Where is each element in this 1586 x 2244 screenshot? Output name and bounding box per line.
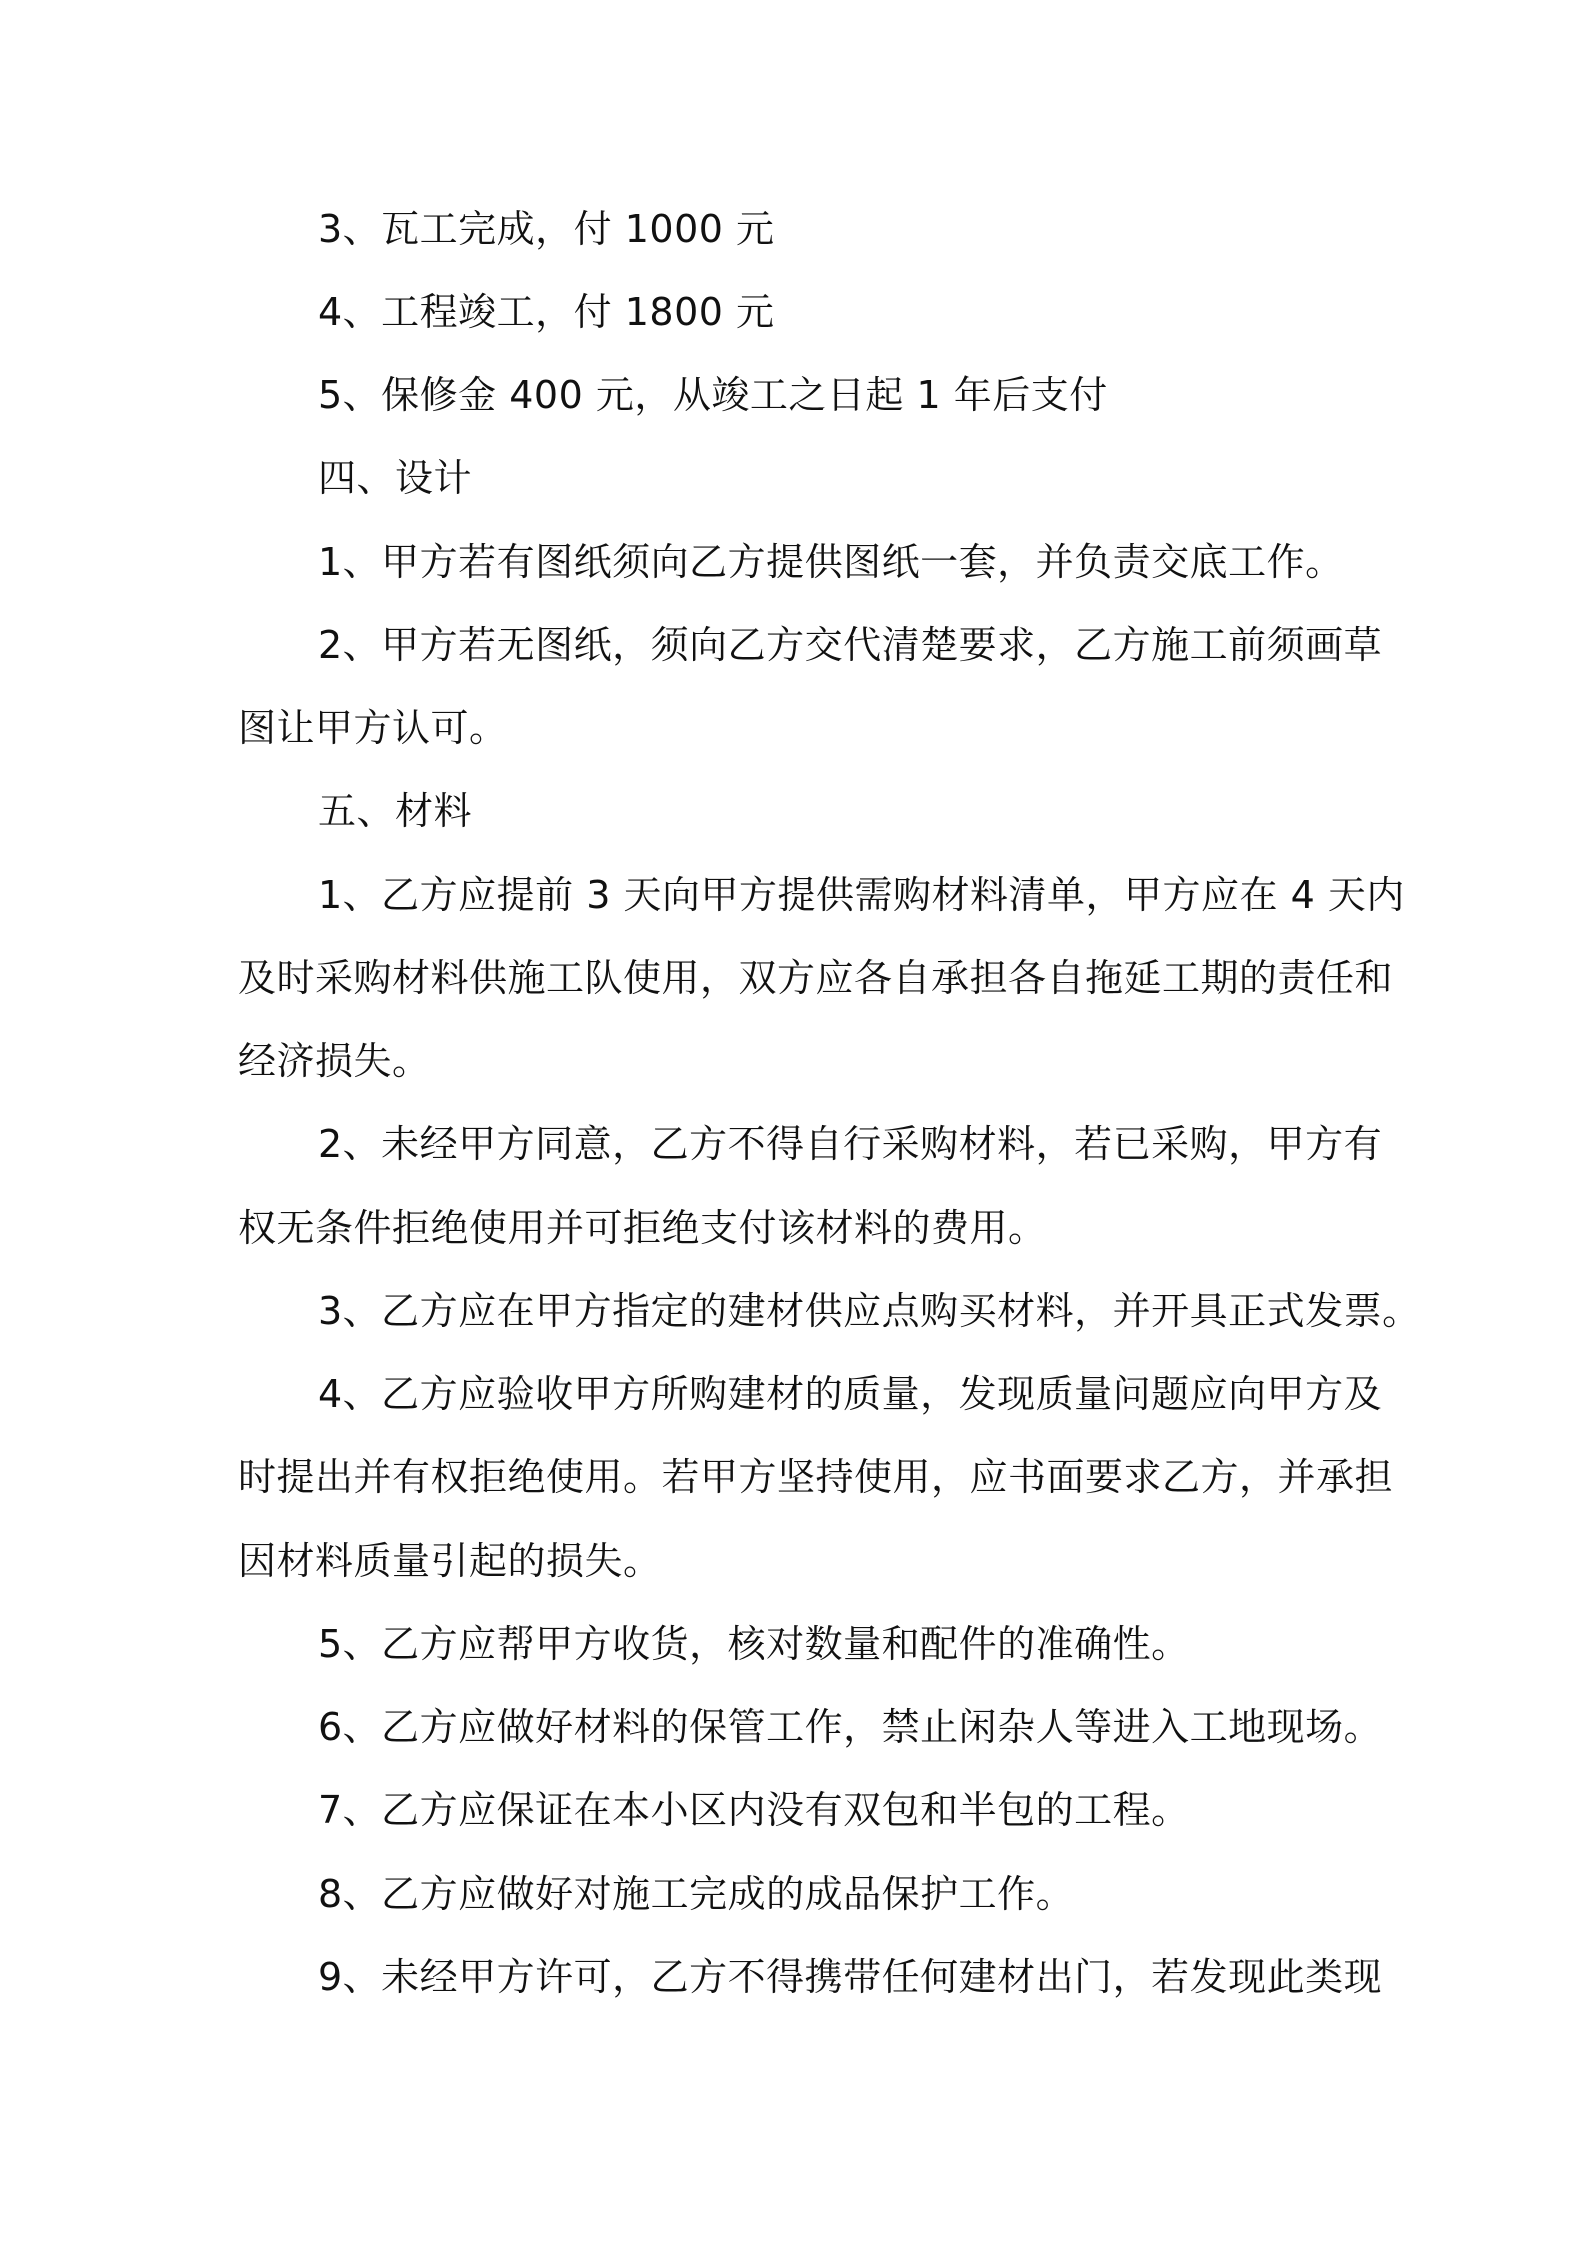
section-heading-design: 四、设计 xyxy=(318,456,473,500)
materials-item-4-line-1: 4、乙方应验收甲方所购建材的质量，发现质量问题应向甲方及 xyxy=(318,1372,1383,1416)
materials-item-6: 6、乙方应做好材料的保管工作，禁止闲杂人等进入工地现场。 xyxy=(318,1705,1383,1749)
materials-item-1-line-2: 及时采购材料供施工队使用，双方应各自承担各自拖延工期的责任和 xyxy=(238,956,1394,1000)
design-item-1: 1、甲方若有图纸须向乙方提供图纸一套，并负责交底工作。 xyxy=(318,540,1344,584)
design-item-2-line-2: 图让甲方认可。 xyxy=(238,706,508,750)
materials-item-8: 8、乙方应做好对施工完成的成品保护工作。 xyxy=(318,1872,1075,1916)
payment-item-5: 5、保修金 400 元，从竣工之日起 1 年后支付 xyxy=(318,373,1108,417)
materials-item-7: 7、乙方应保证在本小区内没有双包和半包的工程。 xyxy=(318,1788,1190,1832)
materials-item-1-line-1: 1、乙方应提前 3 天向甲方提供需购材料清单，甲方应在 4 天内 xyxy=(318,873,1405,917)
materials-item-4-line-2: 时提出并有权拒绝使用。若甲方坚持使用，应书面要求乙方，并承担 xyxy=(238,1455,1394,1499)
materials-item-4-line-3: 因材料质量引起的损失。 xyxy=(238,1539,662,1583)
materials-item-2-line-1: 2、未经甲方同意，乙方不得自行采购材料，若已采购，甲方有 xyxy=(318,1122,1383,1166)
materials-item-9-line-1: 9、未经甲方许可，乙方不得携带任何建材出门，若发现此类现 xyxy=(318,1955,1383,1999)
materials-item-1-line-3: 经济损失。 xyxy=(238,1039,431,1083)
section-heading-materials: 五、材料 xyxy=(318,789,473,833)
payment-item-4: 4、工程竣工，付 1800 元 xyxy=(318,290,775,334)
materials-item-2-line-2: 权无条件拒绝使用并可拒绝支付该材料的费用。 xyxy=(238,1206,1047,1250)
materials-item-3: 3、乙方应在甲方指定的建材供应点购买材料，并开具正式发票。 xyxy=(318,1289,1421,1333)
design-item-2-line-1: 2、甲方若无图纸，须向乙方交代清楚要求，乙方施工前须画草 xyxy=(318,623,1383,667)
materials-item-5: 5、乙方应帮甲方收货，核对数量和配件的准确性。 xyxy=(318,1622,1190,1666)
payment-item-3: 3、瓦工完成，付 1000 元 xyxy=(318,207,775,251)
